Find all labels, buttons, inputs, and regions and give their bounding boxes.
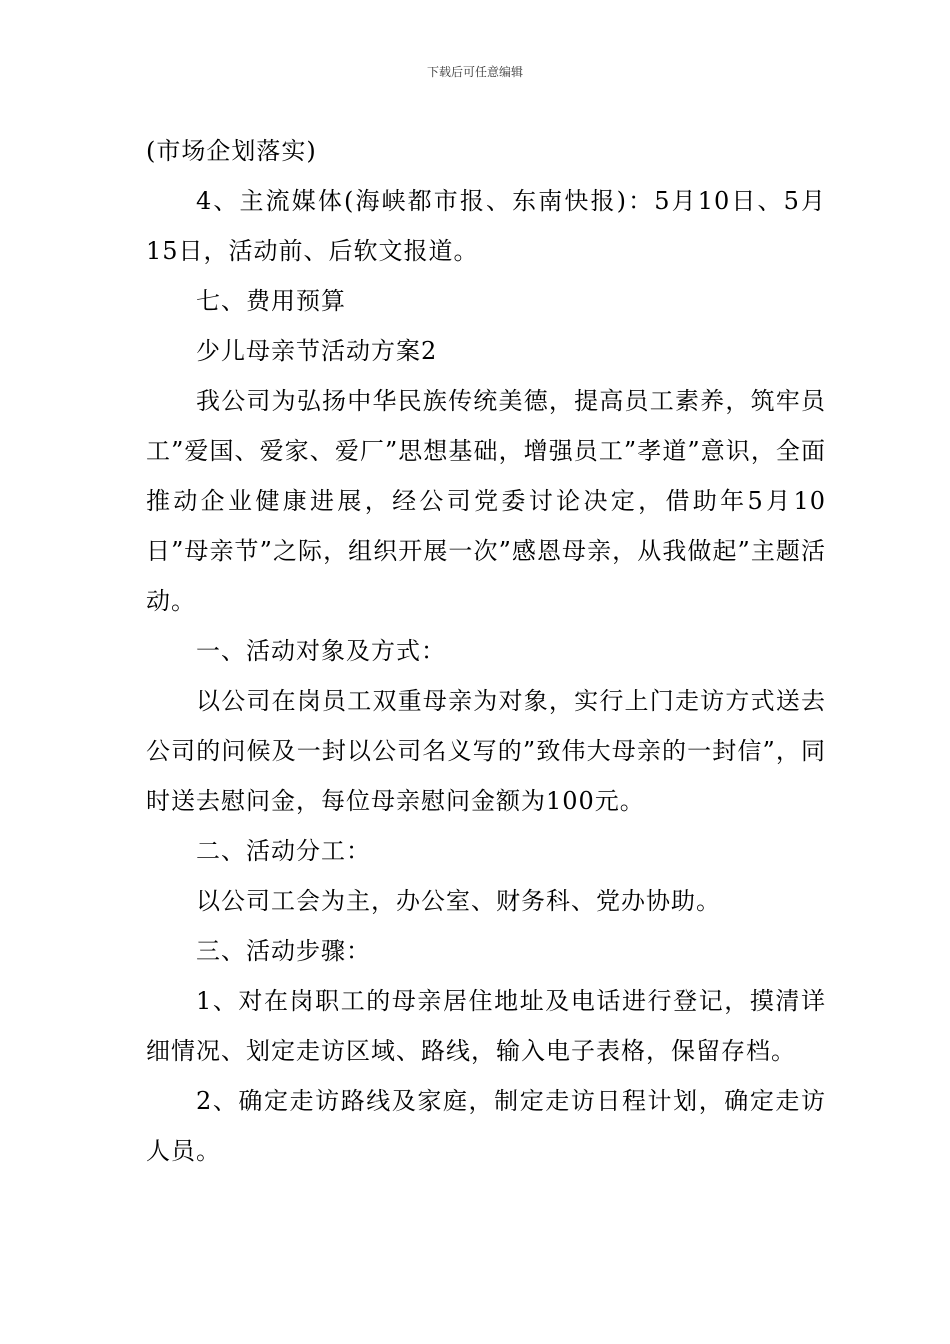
- heading-budget: 七、费用预算: [196, 287, 346, 315]
- paragraph-market-planning: (市场企划落实): [146, 137, 317, 165]
- heading-targets-and-method: 一、活动对象及方式：: [196, 637, 446, 665]
- paragraph-mainstream-media: 4、主流媒体(海峡都市报、东南快报)：5月10日、5月15日，活动前、后软文报道。: [146, 187, 826, 265]
- document-body: [146, 126, 826, 1176]
- paragraph-targets-and-method: 以公司在岗员工双重母亲为对象，实行上门走访方式送去公司的问候及一封以公司名义写的”致伟大母亲的一封信”，同时送去慰问金，每位母亲慰问金额为100元。: [146, 687, 826, 815]
- paragraph-division-of-work: 以公司工会为主，办公室、财务科、党办协助。: [196, 887, 721, 915]
- heading-plan-2: 少儿母亲节活动方案2: [196, 337, 438, 365]
- heading-steps: 三、活动步骤：: [196, 937, 371, 965]
- paragraph-intro: 我公司为弘扬中华民族传统美德，提高员工素养，筑牢员工”爱国、爱家、爱厂”思想基础，增强员工”孝道”意识，全面推动企业健康进展，经公司党委讨论决定，借助年5月10日”母亲节”之际，组织开展一次”感恩母亲，从我做起”主题活动。: [146, 387, 826, 615]
- page-header-note: 下载后可任意编辑: [426, 65, 523, 79]
- paragraph-step-2: 2、确定走访路线及家庭，制定走访日程计划，确定走访人员。: [146, 1087, 826, 1165]
- paragraph-step-1: 1、对在岗职工的母亲居住地址及电话进行登记，摸清详细情况、划定走访区域、路线，输入电子表格，保留存档。: [146, 987, 826, 1065]
- heading-division-of-work: 二、活动分工：: [196, 837, 371, 865]
